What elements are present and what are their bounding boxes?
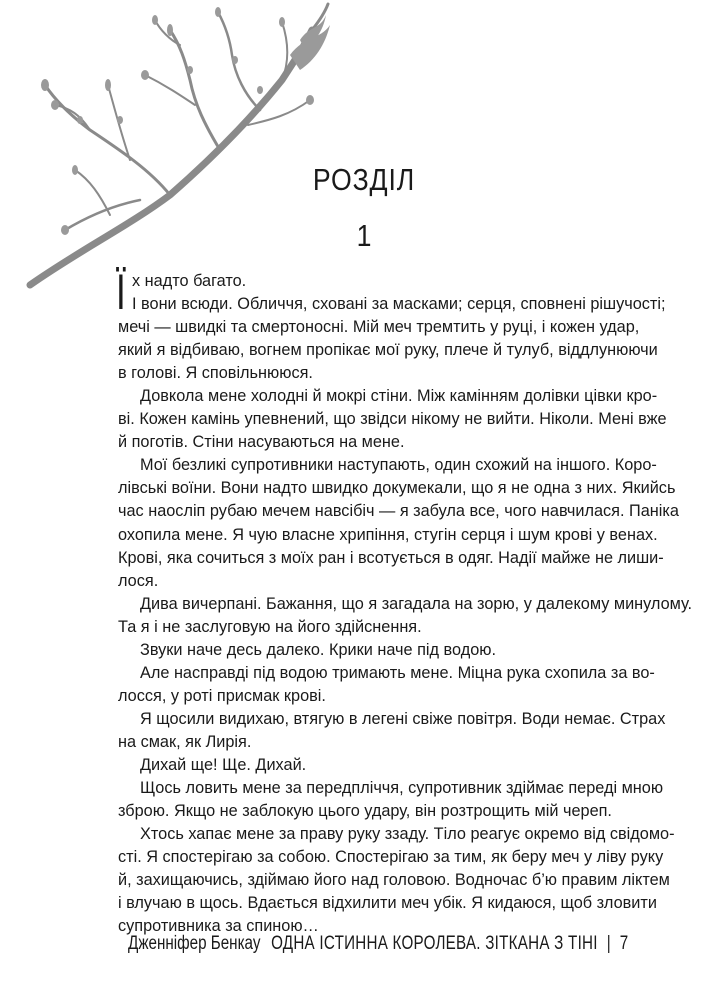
text-line: мечі — швидкі та смертоносні. Мій меч тремтить у руці, і кожен удар, bbox=[118, 318, 640, 337]
text-line: який я відбиваю, вогнем пропікає мої руку, плече й тулуб, віддлунюючи bbox=[118, 341, 658, 360]
tree-branch-illustration bbox=[20, 0, 340, 300]
text-line: час наосліп рубаю мечем навсібіч — я забула все, чого навчилася. Паніка bbox=[118, 502, 679, 521]
chapter-number: 1 bbox=[356, 218, 372, 253]
text-line: в голові. Я сповільнююся. bbox=[118, 364, 313, 383]
text-line: ві. Кожен камінь упевнений, що звідси нікому не вийти. Ніколи. Мені вже bbox=[118, 410, 667, 429]
text-line: Дива вичерпані. Бажання, що я загадала на зорю, у далекому минулому. bbox=[140, 594, 693, 613]
page-footer bbox=[128, 933, 628, 955]
text-line: Але насправді під водою тримають мене. Міцна рука схопила за во- bbox=[140, 663, 655, 682]
chapter-body-text bbox=[116, 264, 693, 938]
text-line: Хтось хапає мене за праву руку ззаду. Тіло реагує окремо від свідомо- bbox=[140, 825, 675, 844]
text-line: супротивника за спиною… bbox=[118, 917, 319, 936]
text-line: Щось ловить мене за передпліччя, супротивник здіймає переді мною bbox=[140, 779, 664, 798]
footer-author: Дженніфер Бенкау bbox=[127, 933, 261, 954]
text-line: Я щосили видихаю, втягую в легені свіже повітря. Води немає. Страх bbox=[140, 709, 666, 728]
footer-book-title: ОДНА ІСТИННА КОРОЛЕВА. ЗІТКАНА З ТІНІ bbox=[270, 933, 598, 954]
text-line: І вони всюди. Обличчя, сховані за масками; серця, сповнені рішучості; bbox=[132, 295, 666, 314]
text-line: Довкола мене холодні й мокрі стіни. Між камінням долівки цівки кро- bbox=[140, 387, 658, 406]
text-line: лося. bbox=[118, 571, 159, 590]
text-line: охопила мене. Я чую власне хрипіння, стугін серця і шум крові у венах. bbox=[118, 525, 658, 544]
text-line: лівські воїни. Вони надто швидко докумекали, що я не одна з них. Якийсь bbox=[118, 479, 676, 498]
text-line: Крові, яка сочиться з моїх ран і всотується в одяг. Надії майже не лиши- bbox=[118, 548, 664, 567]
text-line: лосся, у роті присмак крові. bbox=[118, 686, 326, 705]
text-line: на смак, як Лирія. bbox=[118, 732, 252, 751]
text-line: і влучаю в щось. Вдається відхилити меч убік. Я кидаюся, щоб зловити bbox=[118, 894, 657, 913]
footer-separator: | bbox=[606, 933, 611, 954]
text-line: Дихай ще! Ще. Дихай. bbox=[140, 755, 307, 774]
text-line-content: х надто багато. bbox=[132, 272, 247, 290]
text-line: Мої безликі супротивники наступають, один схожий на іншого. Коро- bbox=[140, 456, 657, 475]
text-line: Звуки наче десь далеко. Крики наче під водою. bbox=[140, 640, 497, 659]
text-line: й поготів. Стіни насуваються на мене. bbox=[118, 433, 405, 452]
text-line: Та я і не заслуговую на його здійснення. bbox=[118, 617, 422, 636]
text-line: й, захищаючись, здіймаю його над головою. Водночас б’ю правим ліктем bbox=[118, 871, 670, 890]
page-number: 7 bbox=[619, 933, 628, 954]
chapter-title: РОЗДІЛ bbox=[312, 162, 416, 197]
drop-cap: Ї bbox=[116, 264, 126, 320]
text-line: зброю. Якщо не заблокую цього удару, він розтрощить мій череп. bbox=[118, 802, 612, 821]
text-line: сті. Я спостерігаю за собою. Спостерігаю за тим, як беру меч у ліву руку bbox=[118, 848, 664, 867]
